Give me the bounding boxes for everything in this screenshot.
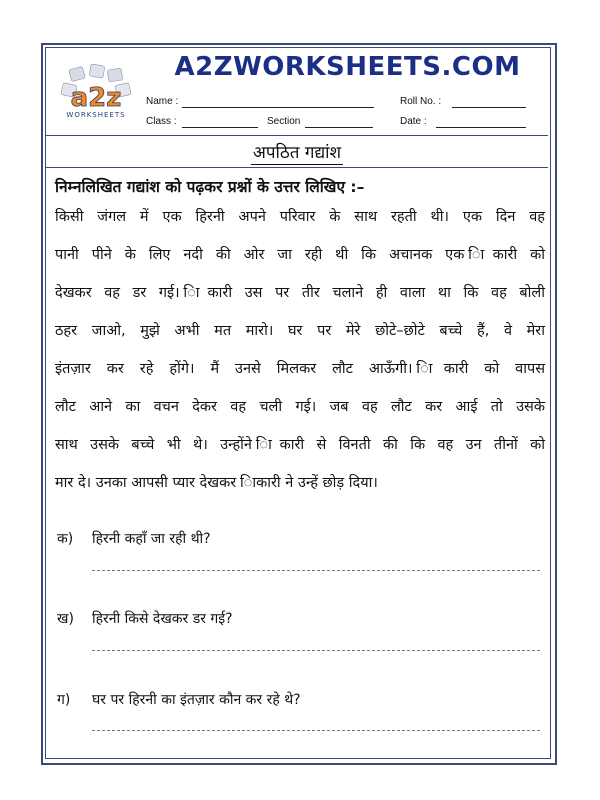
worksheet-title [46, 140, 548, 163]
class-label: Class : [146, 116, 177, 127]
passage-line: देखकर वह डर गई। ि‍ाकारी उस पर तीर चलाने ही वाला था कि वह बोली [55, 285, 545, 301]
site-title: A2ZWORKSHEETS.COM [174, 52, 521, 82]
logo-text: a2z [70, 83, 122, 113]
logo-subtext: WORKSHEETS [66, 111, 126, 119]
question-label: क) [57, 531, 74, 547]
answer-line[interactable] [92, 650, 540, 651]
passage-line: इंतज़ार कर रहे होंगे। मैं उनसे मिलकर लौट आऊँगी। ि‍ाकारी को वापस [55, 361, 545, 377]
class-field[interactable] [182, 127, 258, 128]
title-divider [46, 167, 548, 168]
header-divider [46, 135, 548, 136]
a2z-logo [56, 62, 136, 122]
question-text: हिरनी कहाँ जा रही थी? [92, 531, 211, 547]
roll-label: Roll No. : [400, 96, 442, 107]
date-field[interactable] [436, 127, 526, 128]
question-text: घर पर हिरनी का इंतज़ार कौन कर रहे थे? [92, 692, 301, 708]
instruction: निम्नलिखित गद्यांश को पढ़कर प्रश्नों के उत्तर लिखिए :– [55, 178, 365, 196]
answer-line[interactable] [92, 570, 540, 571]
worksheet-title-text: अपठित गद्यांश [252, 143, 342, 163]
name-field[interactable] [182, 107, 374, 108]
passage-line: मार दे। उनका आपसी प्यार देखकर ि‍ाकारी ने उन्हें छोड़ दिया। [55, 475, 378, 491]
passage-line: किसी जंगल में एक हिरनी अपने परिवार के साथ रहती थी। एक दिन वह [55, 209, 545, 225]
name-label: Name : [146, 96, 179, 107]
passage-line: ठहर जाओ, मुझे अभी मत मारो। घर पर मेरे छोटे–छोटे बच्चे हैं, वे मेरा [55, 323, 545, 339]
passage-line: साथ उसके बच्चे भी थे। उन्होंने ि‍ाकारी से विनती की कि वह उन तीनों को [55, 437, 545, 453]
section-label: Section [267, 116, 301, 127]
question-label: ग) [57, 692, 71, 708]
roll-field[interactable] [452, 107, 526, 108]
logo-graphic [56, 62, 136, 122]
question-label: ख) [57, 611, 74, 627]
passage-line: पानी पीने के लिए नदी की ओर जा रही थी कि अचानक एक ि‍ाकारी को [55, 247, 545, 263]
passage-line: लौट आने का वचन देकर वह चली गई। जब वह लौट कर आई तो उसके [55, 399, 545, 415]
question-text: हिरनी किसे देखकर डर गई? [92, 611, 233, 627]
answer-line[interactable] [92, 730, 540, 731]
date-label: Date : [400, 116, 427, 127]
section-field[interactable] [305, 127, 373, 128]
